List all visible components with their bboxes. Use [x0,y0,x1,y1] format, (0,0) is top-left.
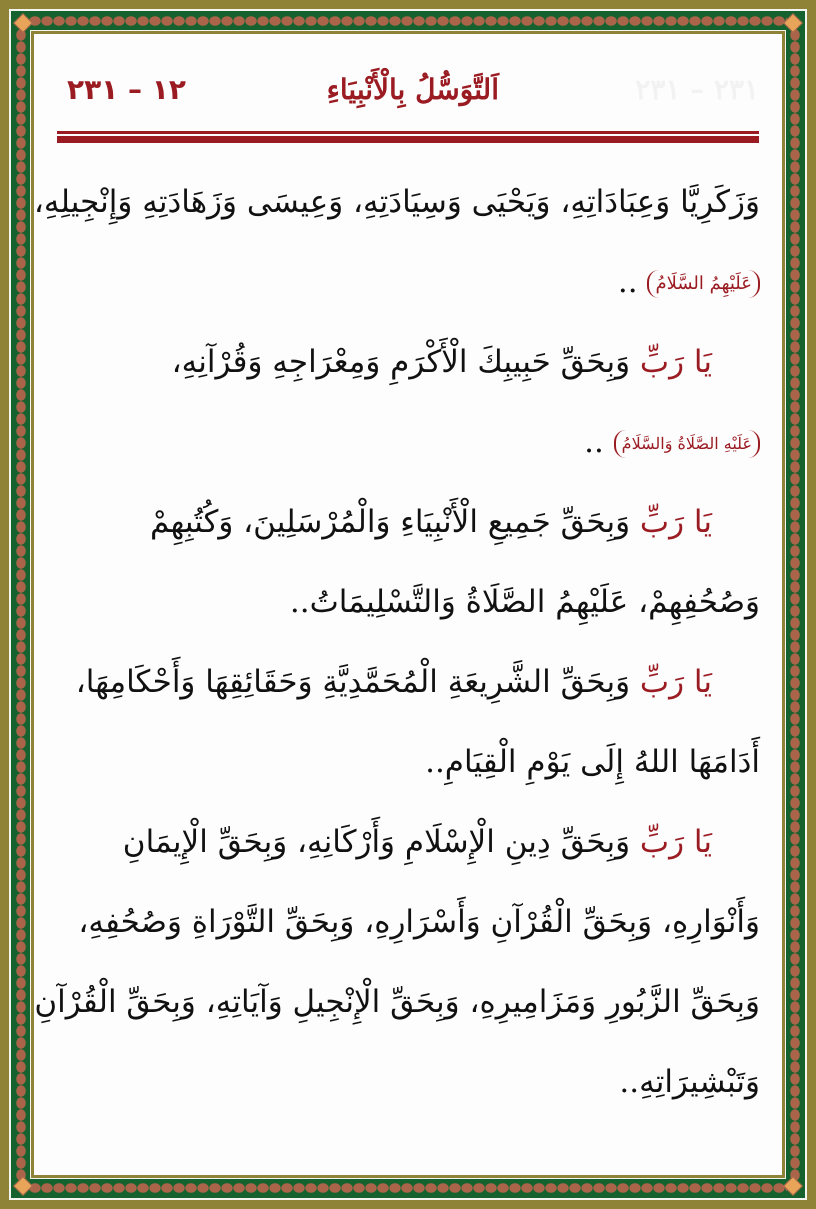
body-text [33,170,760,1130]
text-line: وَتَبْشِيرَاتِهِ.. [619,1064,760,1100]
header-ghost-page-range: ٢٣١ – ٢٣١ [635,73,759,106]
invocation-ya-rabb: يَا رَبِّ [639,344,712,380]
text-line-body: وَبِحَقِّ دِينِ الْإِسْلَامِ وَأَرْكَانِهِ، وَبِحَقِّ الْإِيمَانِ [122,824,640,860]
ornament-border-right [789,29,801,1180]
text-line [56,250,760,330]
ellipsis-dots: .. [584,424,614,460]
text-line-body: وَبِحَقِّ الشَّرِيعَةِ الْمُحَمَّدِيَّةِ وَحَقَائِقِهَا وَأَحْكَامِهَا، [75,664,640,700]
paragraph [34,810,760,1130]
paragraph [56,650,760,810]
page-header [57,68,759,118]
ornament-border-left [15,29,27,1180]
invocation-ya-rabb: يَا رَبِّ [639,664,712,700]
text-line: وَزَكَرِيَّا وَعِبَادَاتِهِ، وَيَحْيَى وَسِيَادَتِهِ، وَعِيسَى وَزَهَادَتِهِ وَإِنْجِيلِهِ، [33,184,760,220]
page-title: اَلتَّوَسُّلُ بِالْأَنْبِيَاءِ [326,73,499,106]
text-line-body: وَبِحَقِّ حَبِيبِكَ الْأَكْرَمِ وَمِعْرَاجِهِ وَقُرْآنِهِ، [171,344,640,380]
honorific-calligraphy: عَلَيْهِ الصَّلَاةُ وَالسَّلَامُ [614,430,760,458]
ornament-border-top [29,15,787,27]
invocation-ya-rabb: يَا رَبِّ [639,504,712,540]
text-line-body: وَبِحَقِّ جَمِيعِ الْأَنْبِيَاءِ وَالْمُرْسَلِينَ، وَكُتُبِهِمْ [149,504,640,540]
paragraph [56,330,760,490]
ellipsis-dots: .. [617,264,648,300]
ornament-border-bottom [29,1182,787,1194]
paragraph [33,170,760,330]
text-line [56,490,760,570]
text-line [56,650,760,730]
text-line: وَأَنْوَارِهِ، وَبِحَقِّ الْقُرْآنِ وَأَسْرَارِهِ، وَبِحَقِّ التَّوْرَاةِ وَصُحُفِهِ، [78,904,760,940]
invocation-ya-rabb: يَا رَبِّ [639,824,712,860]
text-line [56,330,760,410]
page-range: ١٢ – ٢٣١ [67,73,186,106]
honorific-calligraphy: عَلَيْهِمُ السَّلَامُ [647,270,760,298]
text-line [56,410,760,490]
header-rule-thin [57,131,759,134]
paragraph [56,490,760,650]
text-line: أَدَامَهَا اللهُ إِلَى يَوْمِ الْقِيَامِ.. [425,744,760,780]
text-line [56,810,760,890]
header-rule-thick [57,136,759,143]
text-line: وَصُحُفِهِمْ، عَلَيْهِمُ الصَّلَاةُ وَالتَّسْلِيمَاتُ.. [289,584,760,620]
text-line: وَبِحَقِّ الزَّبُورِ وَمَزَامِيرِهِ، وَبِحَقِّ الْإِنْجِيلِ وَآيَاتِهِ، وَبِحَقِّ الْقُرْآنِ [34,984,760,1020]
